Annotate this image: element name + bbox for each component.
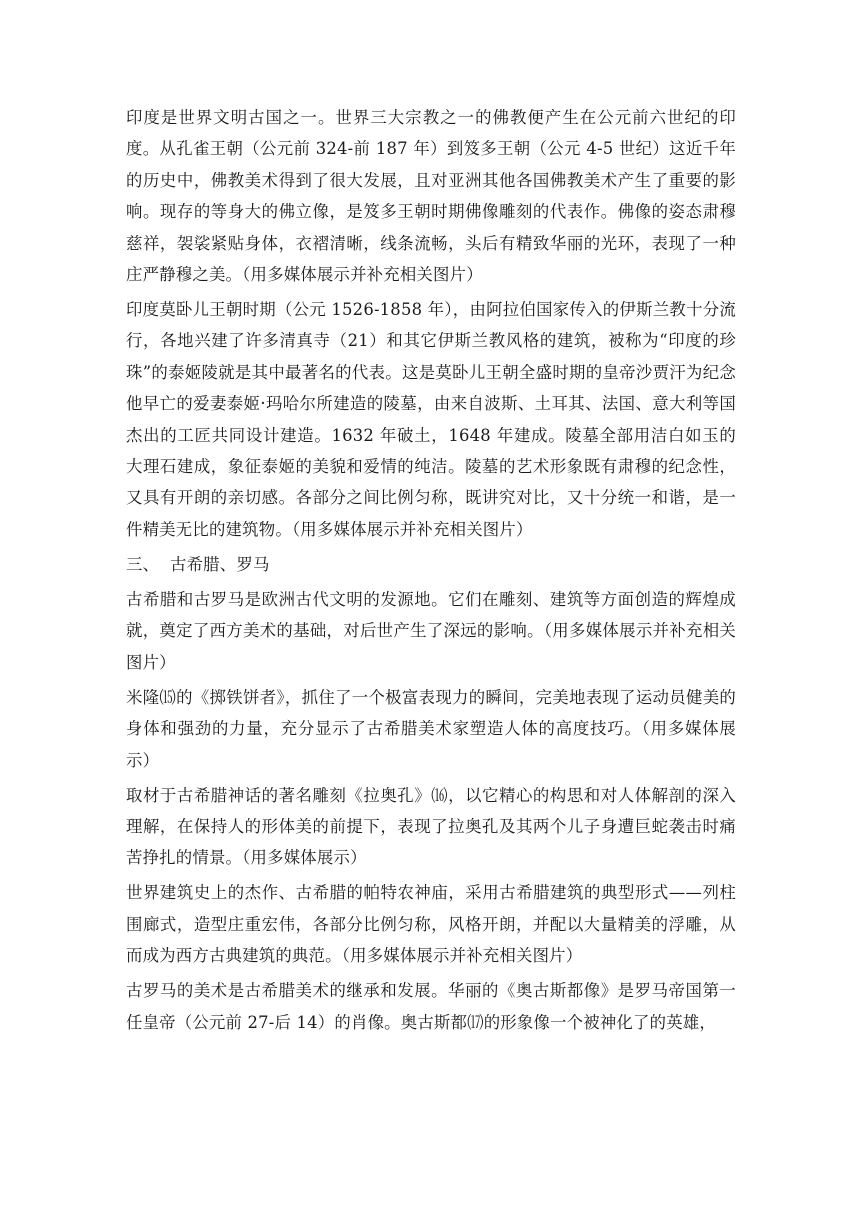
paragraph-india-buddhism: 印度是世界文明古国之一。世界三大宗教之一的佛教便产生在公元前六世纪的印度。从孔雀王朝（公元前 324-前 187 年）到笈多王朝（公元 4-5 世纪）这近千年的历史中，佛教美术得到了很大发展，且对亚洲其他各国佛教美术产生了重要的影响。现存的等身大的佛立像，是笈多王朝时期佛像雕刻的代表作。佛像的姿态肃穆慈祥，袈裟紧贴身体，衣褶清晰，线条流畅，头后有精致华丽的光环，表现了一种庄严静穆之美。（用多媒体展示并补充相关图片） — [126, 108, 736, 285]
paragraph-discobolus: 米隆⒂的《掷铁饼者》，抓住了一个极富表现力的瞬间，完美地表现了运动员健美的身体和强劲的力量，充分显示了古希腊美术家塑造人体的高度技巧。（用多媒体展示） — [126, 687, 736, 770]
paragraph-parthenon: 世界建筑史上的杰作、古希腊的帕特农神庙，采用古希腊建筑的典型形式——列柱围廊式，造型庄重宏伟，各部分比例匀称，风格开朗，并配以大量精美的浮雕，从而成为西方古典建筑的典范。（用多媒体展示并补充相关图片） — [126, 883, 736, 966]
paragraph-augustus: 古罗马的美术是古希腊美术的继承和发展。华丽的《奥古斯都像》是罗马帝国第一任皇帝（公元前 27-后 14）的肖像。奥古斯都⒄的形象像一个被神化了的英雄， — [126, 981, 736, 1032]
paragraph-taj-mahal: 印度莫卧儿王朝时期（公元 1526-1858 年），由阿拉伯国家传入的伊斯兰教十分流行，各地兴建了许多清真寺（21）和其它伊斯兰教风格的建筑，被称为“印度的珍珠”的泰姬陵就是其中最著名的代表。这是莫卧儿王朝全盛时期的皇帝沙贾汗为纪念他早亡的爱妻泰姬·玛哈尔所建造的陵墓，由来自波斯、土耳其、法国、意大利等国杰出的工匠共同设计建造。1632 年破土，1648 年建成。陵墓全部用洁白如玉的大理石建成，象征泰姬的美貌和爱情的纯洁。陵墓的艺术形象既有肃穆的纪念性，又具有开朗的亲切感。各部分之间比例匀称，既讲究对比，又十分统一和谐，是一件精美无比的建筑物。（用多媒体展示并补充相关图片） — [126, 300, 736, 539]
section-heading-greece-rome: 三、 古希腊、罗马 — [126, 554, 270, 574]
document-page — [126, 102, 736, 1042]
paragraph-laocoon: 取材于古希腊神话的著名雕刻《拉奥孔》⒃，以它精心的构思和对人体解剖的深入理解，在保持人的形体美的前提下，表现了拉奥孔及其两个儿子身遭巨蛇袭击时痛苦挣扎的情景。（用多媒体展示） — [126, 785, 736, 868]
paragraph-greece-rome-intro: 古希腊和古罗马是欧洲古代文明的发源地。它们在雕刻、建筑等方面创造的辉煌成就，奠定了西方美术的基础，对后世产生了深远的影响。（用多媒体展示并补充相关图片） — [126, 589, 736, 672]
